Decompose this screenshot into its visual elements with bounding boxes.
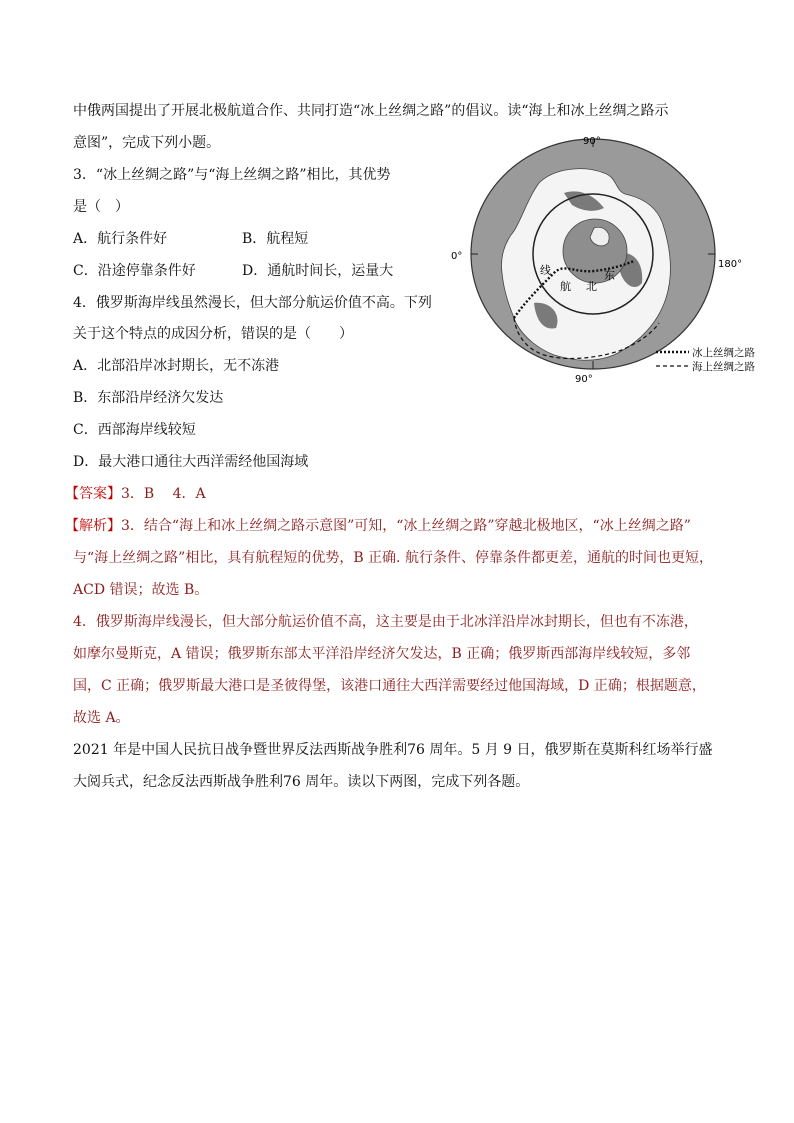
q4-option-d: D．最大港口通往大西洋需经他国海域	[73, 454, 309, 470]
map-label-xian: 线	[540, 264, 551, 277]
intro-line-2: 意图”，完成下列小题。	[73, 135, 221, 151]
answer-line	[65, 484, 206, 504]
intro-line-1: 中俄两国提出了开展北极航道合作、共同打造“冰上丝绸之路”的倡议。读“海上和冰上丝绸之路示	[73, 103, 669, 119]
q4-stem-line-2: 关于这个特点的成因分析，错误的是（ ）	[73, 326, 353, 342]
analysis-tag: 【解析】	[65, 518, 121, 534]
q3-option-d: D．通航时间长，运量大	[242, 263, 394, 279]
answer-text: 3．B 4．A	[121, 486, 206, 502]
analysis-line-1	[65, 516, 691, 536]
analysis-text-1: 3．结合“海上和冰上丝绸之路示意图”可知，“冰上丝绸之路”穿越北极地区，“冰上丝绸之路”	[121, 518, 691, 534]
next-intro-line-2: 大阅兵式，纪念反法西斯战争胜利76 周年。读以下两图，完成下列各题。	[73, 774, 530, 790]
map-label-hang: 航	[560, 280, 571, 293]
map-lon-bottom: 90°	[575, 374, 593, 383]
map-label-dong: 东	[604, 269, 615, 282]
q3-option-a: A．航行条件好	[73, 231, 168, 247]
map-label-bei: 北	[586, 280, 597, 293]
q3-option-c: C．沿途停靠条件好	[73, 263, 196, 279]
legend-ice-label: 冰上丝绸之路	[692, 347, 755, 359]
q4-option-b: B．东部沿岸经济欠发达	[73, 390, 224, 406]
next-intro-line-1: 2021 年是中国人民抗日战争暨世界反法西斯战争胜利76 周年。5 月 9 日，俄罗斯在莫斯科红场举行盛	[73, 742, 713, 758]
analysis-line-7: 故选 A。	[73, 710, 130, 726]
q4-option-a: A．北部沿岸冰封期长，无不冻港	[73, 358, 280, 374]
analysis-line-5: 如摩尔曼斯克，A 错误；俄罗斯东部太平洋沿岸经济欠发达，B 正确；俄罗斯西部海岸线较短，多邻	[73, 646, 691, 662]
analysis-line-2: 与“海上丝绸之路”相比，具有航程短的优势，B 正确. 航行条件、停靠条件都更差，通航的时间也更短，	[73, 550, 713, 566]
analysis-line-4: 4．俄罗斯海岸线漫长，但大部分航运价值不高，这主要是由于北冰洋沿岸冰封期长，但也有不冻港，	[73, 614, 698, 630]
q3-stem-line-2: 是（ ）	[73, 199, 129, 215]
legend-sea-label: 海上丝绸之路	[692, 361, 755, 373]
map-lon-left: 0°	[451, 251, 463, 262]
analysis-line-6: 国，C 正确；俄罗斯最大港口是圣彼得堡，该港口通往大西洋需要经过他国海域，D 正确；根据题意，	[73, 678, 706, 694]
analysis-line-3: ACD 错误；故选 B。	[73, 582, 209, 598]
map-lon-right: 180°	[718, 259, 743, 270]
silk-road-map	[444, 133, 764, 383]
answer-tag: 【答案】	[65, 486, 121, 502]
q3-option-b: B．航程短	[242, 231, 309, 247]
q3-stem-line-1: 3．“冰上丝绸之路”与“海上丝绸之路”相比，其优势	[73, 167, 391, 183]
q4-option-c: C．西部海岸线较短	[73, 422, 196, 438]
q4-stem-line-1: 4．俄罗斯海岸线虽然漫长，但大部分航运价值不高。下列	[73, 295, 432, 311]
map-lon-top: 90°	[583, 136, 601, 147]
